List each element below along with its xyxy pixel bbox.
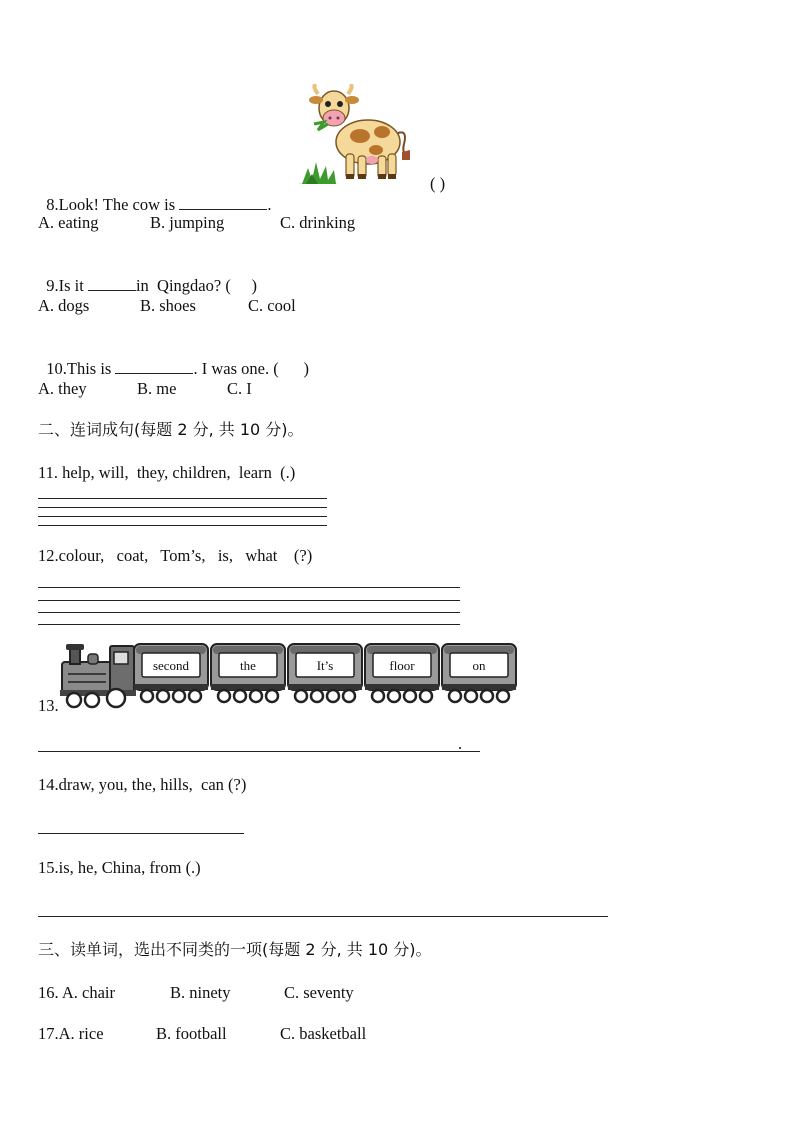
writing-line[interactable] — [38, 751, 480, 752]
question-11: 11. help, will, they, children, learn (.) — [38, 463, 296, 482]
option-b: B. jumping — [150, 213, 225, 232]
answer-blank[interactable] — [179, 194, 267, 210]
question-10-pre: 10.This is — [46, 359, 116, 378]
answer-blank[interactable] — [88, 275, 136, 291]
train-word: floor — [389, 658, 415, 673]
locomotive — [60, 644, 136, 707]
train-word: second — [152, 658, 190, 673]
train-word: It’s — [316, 658, 334, 673]
train-word: the — [240, 658, 256, 673]
answer-bracket[interactable]: ( ) — [430, 174, 446, 193]
writing-line[interactable] — [38, 516, 327, 517]
train-word: on — [472, 658, 486, 673]
train-car — [442, 644, 516, 702]
answer-blank[interactable] — [115, 358, 193, 374]
section-2-title: 二、连词成句(每题 2 分, 共 10 分)。 — [38, 420, 304, 439]
question-9 — [38, 255, 257, 296]
option-b: B. ninety — [170, 983, 231, 1002]
writing-line[interactable] — [38, 525, 327, 526]
writing-line[interactable] — [38, 612, 460, 613]
question-15: 15.is, he, China, from (.) — [38, 858, 201, 877]
train-car — [134, 644, 208, 702]
question-8-text: 8.Look! The cow is — [46, 195, 180, 214]
question-14: 14.draw, you, the, hills, can (?) — [38, 775, 247, 794]
question-8 — [38, 174, 271, 215]
option-c: C. drinking — [280, 213, 356, 232]
option-a: A. they — [38, 379, 87, 398]
writing-line[interactable] — [38, 916, 608, 917]
option-c: C. basketball — [280, 1024, 367, 1043]
cow-icon — [298, 84, 423, 189]
train-car — [288, 644, 362, 702]
writing-line[interactable] — [38, 507, 327, 508]
question-13-end: . — [458, 734, 463, 753]
train-car — [211, 644, 285, 702]
writing-line[interactable] — [38, 833, 244, 834]
option-b: B. shoes — [140, 296, 196, 315]
option-c: C. I — [227, 379, 252, 398]
question-9-post: in Qingdao? ( ) — [135, 276, 257, 295]
section-3-title: 三、读单词，选出不同类的一项(每题 2 分, 共 10 分)。 — [38, 940, 432, 959]
question-8-end: . — [267, 195, 272, 214]
question-10 — [38, 338, 309, 379]
writing-line[interactable] — [38, 624, 460, 625]
question-13-number: 13. — [38, 696, 59, 715]
option-c: C. cool — [248, 296, 296, 315]
train-car — [365, 644, 439, 702]
option-b: B. football — [156, 1024, 227, 1043]
writing-line[interactable] — [38, 498, 327, 499]
option-b: B. me — [137, 379, 177, 398]
writing-line[interactable] — [38, 587, 460, 588]
option-a: A. eating — [38, 213, 99, 232]
option-c: C. seventy — [284, 983, 354, 1002]
writing-line[interactable] — [38, 600, 460, 601]
question-9-pre: 9.Is it — [46, 276, 88, 295]
option-a: A. dogs — [38, 296, 90, 315]
option-a: 16. A. chair — [38, 983, 115, 1002]
train-icon — [60, 640, 520, 710]
option-a: 17.A. rice — [38, 1024, 104, 1043]
question-12: 12.colour, coat, Tom’s, is, what (?) — [38, 546, 313, 565]
question-10-post: . I was one. ( ) — [193, 359, 309, 378]
